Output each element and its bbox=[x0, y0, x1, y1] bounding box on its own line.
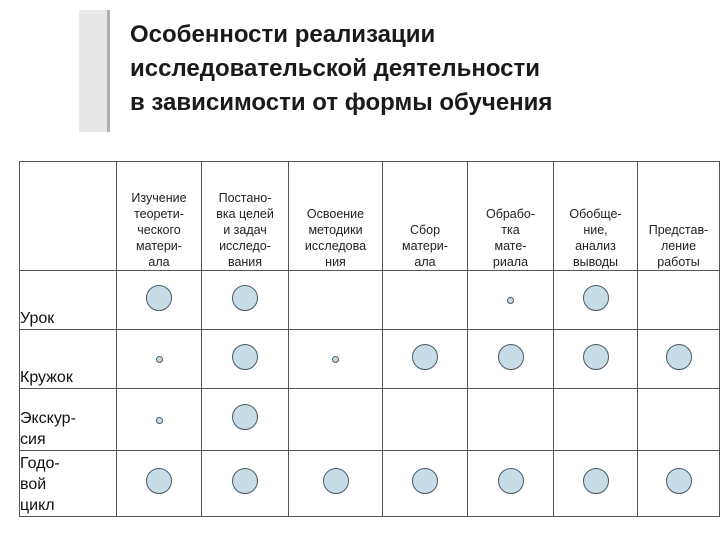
column-header: Обрабо- тка мате- риала bbox=[468, 162, 554, 271]
matrix-cell bbox=[117, 451, 202, 517]
matrix-cell bbox=[468, 389, 554, 451]
corner-cell bbox=[20, 162, 117, 271]
large-circle-marker bbox=[232, 468, 258, 494]
small-circle-marker bbox=[156, 356, 163, 363]
table-row bbox=[20, 271, 720, 330]
matrix-cell bbox=[554, 389, 638, 451]
small-circle-marker bbox=[332, 356, 339, 363]
research-matrix-table bbox=[19, 161, 720, 517]
small-circle-marker bbox=[507, 297, 514, 304]
matrix-cell bbox=[202, 330, 289, 389]
matrix-cell bbox=[117, 330, 202, 389]
column-header: Постано- вка целей и задач исследо- вания bbox=[202, 162, 289, 271]
large-circle-marker bbox=[146, 285, 172, 311]
large-circle-marker bbox=[323, 468, 349, 494]
table-row bbox=[20, 389, 720, 451]
large-circle-marker bbox=[412, 468, 438, 494]
matrix-cell bbox=[289, 451, 383, 517]
matrix-cell bbox=[468, 451, 554, 517]
large-circle-marker bbox=[583, 285, 609, 311]
large-circle-marker bbox=[498, 344, 524, 370]
row-header: Экскур- сия bbox=[20, 389, 117, 451]
matrix-cell bbox=[289, 389, 383, 451]
title-line-2: исследовательской деятельности bbox=[130, 55, 541, 82]
row-header: Урок bbox=[20, 271, 117, 330]
column-header: Обобще- ние, анализ выводы bbox=[554, 162, 638, 271]
large-circle-marker bbox=[232, 404, 258, 430]
matrix-cell bbox=[202, 271, 289, 330]
matrix-cell bbox=[468, 330, 554, 389]
matrix-cell bbox=[289, 330, 383, 389]
row-header: Кружок bbox=[20, 330, 117, 389]
small-circle-marker bbox=[156, 417, 163, 424]
matrix-cell bbox=[383, 271, 468, 330]
matrix-cell bbox=[117, 389, 202, 451]
large-circle-marker bbox=[498, 468, 524, 494]
matrix-cell bbox=[289, 271, 383, 330]
large-circle-marker bbox=[583, 468, 609, 494]
matrix-cell bbox=[554, 271, 638, 330]
matrix-cell bbox=[554, 330, 638, 389]
large-circle-marker bbox=[583, 344, 609, 370]
title-line-1: Особенности реализации bbox=[130, 21, 436, 48]
column-header: Представ- ление работы bbox=[638, 162, 720, 271]
header-row bbox=[20, 162, 720, 271]
large-circle-marker bbox=[412, 344, 438, 370]
column-header: Изучение теорети- ческого матери- ала bbox=[117, 162, 202, 271]
table-row bbox=[20, 451, 720, 517]
row-header: Годо- вой цикл bbox=[20, 451, 117, 517]
matrix-cell bbox=[638, 451, 720, 517]
large-circle-marker bbox=[666, 344, 692, 370]
matrix-cell bbox=[468, 271, 554, 330]
matrix-cell bbox=[202, 389, 289, 451]
column-header: Сбор матери- ала bbox=[383, 162, 468, 271]
large-circle-marker bbox=[146, 468, 172, 494]
matrix-cell bbox=[638, 271, 720, 330]
large-circle-marker bbox=[232, 285, 258, 311]
matrix-cell bbox=[638, 330, 720, 389]
table-row bbox=[20, 330, 720, 389]
matrix-cell bbox=[383, 451, 468, 517]
large-circle-marker bbox=[232, 344, 258, 370]
matrix-cell bbox=[554, 451, 638, 517]
title-line-3: в зависимости от формы обучения bbox=[130, 89, 553, 116]
large-circle-marker bbox=[666, 468, 692, 494]
matrix-cell bbox=[202, 451, 289, 517]
matrix-cell bbox=[638, 389, 720, 451]
slide-title bbox=[130, 18, 710, 120]
column-header: Освоение методики исследова ния bbox=[289, 162, 383, 271]
matrix-cell bbox=[117, 271, 202, 330]
matrix-cell bbox=[383, 330, 468, 389]
title-accent-bar bbox=[79, 10, 110, 132]
matrix-cell bbox=[383, 389, 468, 451]
